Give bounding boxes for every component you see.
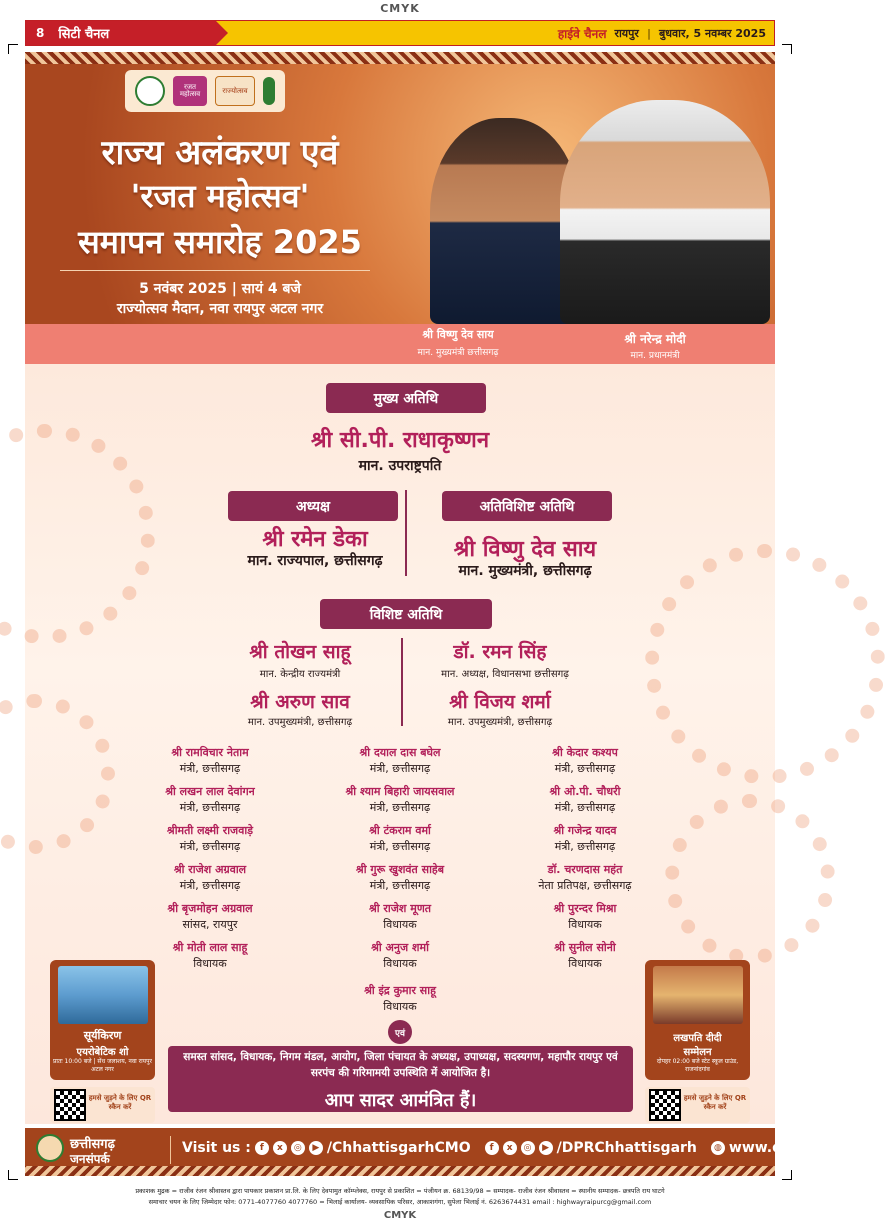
distinguished-post: मान. उपमुख्यमंत्री, छत्तीसगढ़ [447,717,553,728]
website-link[interactable]: www.dprcg.gov.in [728,1140,871,1156]
rajyotsav-logo: राज्योत्सव [215,76,255,106]
dignitary-post: मंत्री, छत्तीसगढ़ [554,762,616,775]
footer-brand-sub: जनसंपर्क [70,1152,110,1166]
distinguished-post: मान. उपमुख्यमंत्री, छत्तीसगढ़ [247,717,353,728]
event-title-line1: राज्य अलंकरण एवं [101,133,339,173]
distinguished-name: डॉ. रमन सिंह [453,641,547,663]
chief-guest-name: श्री सी.पी. राधाकृष्णन [310,428,490,453]
portrait1-post: मान. मुख्यमंत्री छत्तीसगढ़ [417,348,499,358]
dignitary-name: श्री बृजमोहन अग्रवाल [167,902,253,915]
qr-label: हमसे जुड़ने के लिए QR स्कैन करें [88,1094,152,1112]
chief-guest-post: मान. उपराष्ट्रपति [358,458,442,474]
mascot-icon [263,77,275,105]
card-detail: दोपहर 02:00 बजे स्टेट स्कूल ग्राउंड, राजनांदगांव [656,1058,739,1073]
distinguished-name: श्री अरुण साव [250,691,350,713]
dignitary-name: श्री श्याम बिहारी जायसवाल [345,785,455,798]
logo-strip [125,70,285,112]
dignitary-post: नेता प्रतिपक्ष, छत्तीसगढ़ [538,879,632,892]
dignitary-post: विधायक [383,918,417,931]
distinguished-heading: विशिष्ट अतिथि [320,599,492,629]
social-links [182,1140,870,1156]
crop-mark [782,1170,792,1180]
facebook-icon[interactable]: f [255,1141,269,1155]
card-detail: प्रातः 10:00 बजे | सेंध जलाशय, नवा रायपुर अटल नगर [53,1058,152,1073]
portrait1-name: श्री विष्णु देव साय [422,328,494,341]
dignitary-name: श्री मोती लाल साहू [172,941,248,954]
distinguished-post: मान. केन्द्रीय राज्यमंत्री [259,669,341,680]
chief-guest-heading: मुख्य अतिथि [326,383,486,413]
dignitary-name: श्री अनुज शर्मा [371,941,429,954]
section-name: सिटी चैनल [58,27,110,42]
dignitary-post: विधायक [568,957,602,970]
dignitary-name: श्री दयाल दास बघेल [359,746,441,759]
header-divider: | [646,26,651,40]
event-title-line2: 'रजत महोत्सव' [130,177,310,215]
dignitary-name: श्री इंद्र कुमार साहू [364,984,436,997]
dignitary-post: मंत्री, छत्तीसगढ़ [179,762,241,775]
section-arrow-icon [216,21,228,45]
dignitary-post: विधायक [568,918,602,931]
president-name: श्री रमेन डेका [262,527,368,552]
youtube-icon[interactable]: ▶ [539,1141,553,1155]
header-city: रायपुर [614,26,639,40]
dignitary-post: मंत्री, छत्तीसगढ़ [179,879,241,892]
cg-govt-emblem-icon [135,76,165,106]
dignitary-name: श्री गजेन्द्र यादव [553,824,617,837]
event-venue: राज्योत्सव मैदान, नवा रायपुर अटल नगर [116,301,324,317]
dignitary-post: मंत्री, छत्तीसगढ़ [179,840,241,853]
dignitary-post: विधायक [383,957,417,970]
dignitary-post: सांसद, रायपुर [182,918,238,931]
distinguished-name: श्री तोखन साहू [249,641,351,663]
distinguished-name: श्री विजय शर्मा [449,691,551,713]
event-title-line3: समापन समारोह 2025 [78,223,362,261]
dignitary-post: मंत्री, छत्तीसगढ़ [369,801,431,814]
card-subtitle: सम्मेलन [683,1047,712,1058]
crop-mark [8,44,18,54]
dignitary-post: विधायक [383,1000,417,1013]
header-meta [558,21,766,45]
dignitary-name: श्री ओ.पी. चौधरी [549,785,621,798]
dignitary-name: श्री केदार कश्यप [552,746,618,759]
social-handle-cmo[interactable]: /ChhattisgarhCMO [326,1140,471,1156]
invitation-cta: आप सादर आमंत्रित हैं। [324,1090,477,1111]
banner-border-pattern [25,52,775,64]
visit-label: Visit us : [182,1140,251,1156]
instagram-icon[interactable]: ◎ [291,1141,305,1155]
qr-label: हमसे जुड़ने के लिए QR स्कैन करें [683,1094,747,1112]
header-date: बुधवार, 5 नवम्बर 2025 [658,26,766,40]
imprint-line: प्रकाशक मुद्रक = राजीव रंजन श्रीवास्तव द्वारा पायकार प्रकाशन प्रा.लि. के लिए देवपामुत कॉम्प्लेक्स, रायपुर से प्रकाशित = पंजीयन क्र. 68139/98 = सम्पादक- राजीव रंजन श्रीवास्तव = स्थानीय सम्पादक- छत्रपति राय घाटगे [135,1187,665,1195]
dignitary-post: मंत्री, छत्तीसगढ़ [554,840,616,853]
newspaper-brand: हाईवे चैनल [557,26,607,41]
footer-divider [170,1136,171,1164]
qr-code-icon[interactable] [54,1089,86,1121]
youtube-icon[interactable]: ▶ [309,1141,323,1155]
dignitary-name: श्री राजेश अग्रवाल [173,863,247,876]
aircraft-photo [58,966,148,1024]
globe-icon: ◍ [711,1141,725,1155]
portrait-chief-minister [430,118,580,324]
qr-code-icon[interactable] [649,1089,681,1121]
special-guest-heading: अतिविशिष्ट अतिथि [442,491,612,521]
rajat-mahotsav-logo: रजत महोत्सव [173,76,207,106]
mandala-decoration [0,694,115,854]
footer-brand: छत्तीसगढ़ [70,1137,115,1152]
event-date-time: 5 नवंबर 2025 | सायं 4 बजे [139,281,301,297]
card-title: सूर्यकिरण [83,1029,122,1042]
dignitary-name: श्री पुरन्दर मिश्रा [553,902,617,915]
dignitary-post: विधायक [193,957,227,970]
dignitary-post: मंत्री, छत्तीसगढ़ [554,801,616,814]
women-photo [653,966,743,1024]
footer-border-pattern [25,1166,775,1176]
card-title: लखपति दीदी [673,1033,722,1044]
president-post: मान. राज्यपाल, छत्तीसगढ़ [247,553,383,569]
dignitary-name: श्री सुनील सोनी [554,941,616,954]
dignitary-post: मंत्री, छत्तीसगढ़ [369,762,431,775]
social-handle-dpr[interactable]: /DPRChhattisgarh [556,1140,697,1156]
portrait2-post: मान. प्रधानमंत्री [630,351,680,361]
dignitary-post: मंत्री, छत्तीसगढ़ [179,801,241,814]
cg-emblem-icon [36,1134,64,1162]
title-divider [60,270,370,271]
dignitary-name: श्रीमती लक्ष्मी राजवाड़े [166,824,254,837]
dignitary-post: मंत्री, छत्तीसगढ़ [369,879,431,892]
dignitary-name: डॉ. चरणदास महंत [547,863,623,876]
cmyk-mark: CMYK [380,2,420,15]
special-guest-post: मान. मुख्यमंत्री, छत्तीसगढ़ [458,563,592,579]
instagram-icon[interactable]: ◎ [521,1141,535,1155]
dignitary-name: श्री रामविचार नेताम [171,746,249,759]
crop-mark [782,44,792,54]
x-icon[interactable]: x [503,1141,517,1155]
page-header [25,20,775,46]
portrait2-name: श्री नरेन्द्र मोदी [624,332,686,346]
imprint-line: समाचार चयन के लिए जिम्मेदार फोन: 0771-4077760 4077760 = भिलाई कार्यालय- व्यवसायिक परिसर, आकाशगंगा, सुपेला भिलाई नं. 6263674431 email : highwayraipurcg@gmail.com [148,1198,652,1206]
president-heading: अध्यक्ष [228,491,398,521]
special-guest-name: श्री विष्णु देव साय [453,537,597,562]
mandala-decoration [0,424,155,644]
invitation-text: समस्त सांसद, विधायक, निगम मंडल, आयोग, जिला पंचायत के अध्यक्ष, उपाध्यक्ष, सदस्यगण, महापौर रायपुर एवं सरपंच की गरिमामयी उपस्थिति में आयोजित है। [183,1051,618,1079]
dignitary-name: श्री राजेश मूणत [368,902,432,915]
dignitary-name: श्री टंकराम वर्मा [369,824,431,837]
distinguished-post: मान. अध्यक्ष, विधानसभा छत्तीसगढ़ [441,669,569,680]
x-icon[interactable]: x [273,1141,287,1155]
dignitary-post: मंत्री, छत्तीसगढ़ [369,840,431,853]
section-tab [26,21,216,45]
dignitary-name: श्री गुरू खुशवंत साहेब [355,863,445,876]
mandala-decoration [665,794,835,964]
page-number: 8 [36,26,45,40]
crop-mark [8,1170,18,1180]
evam-badge: एवं [388,1020,412,1044]
cmyk-mark: CMYK [383,1210,417,1221]
dignitary-name: श्री लखन लाल देवांगन [165,785,255,798]
portrait-prime-minister [560,100,770,324]
facebook-icon[interactable]: f [485,1141,499,1155]
card-subtitle: एयरोबेटिक शो [76,1047,129,1058]
